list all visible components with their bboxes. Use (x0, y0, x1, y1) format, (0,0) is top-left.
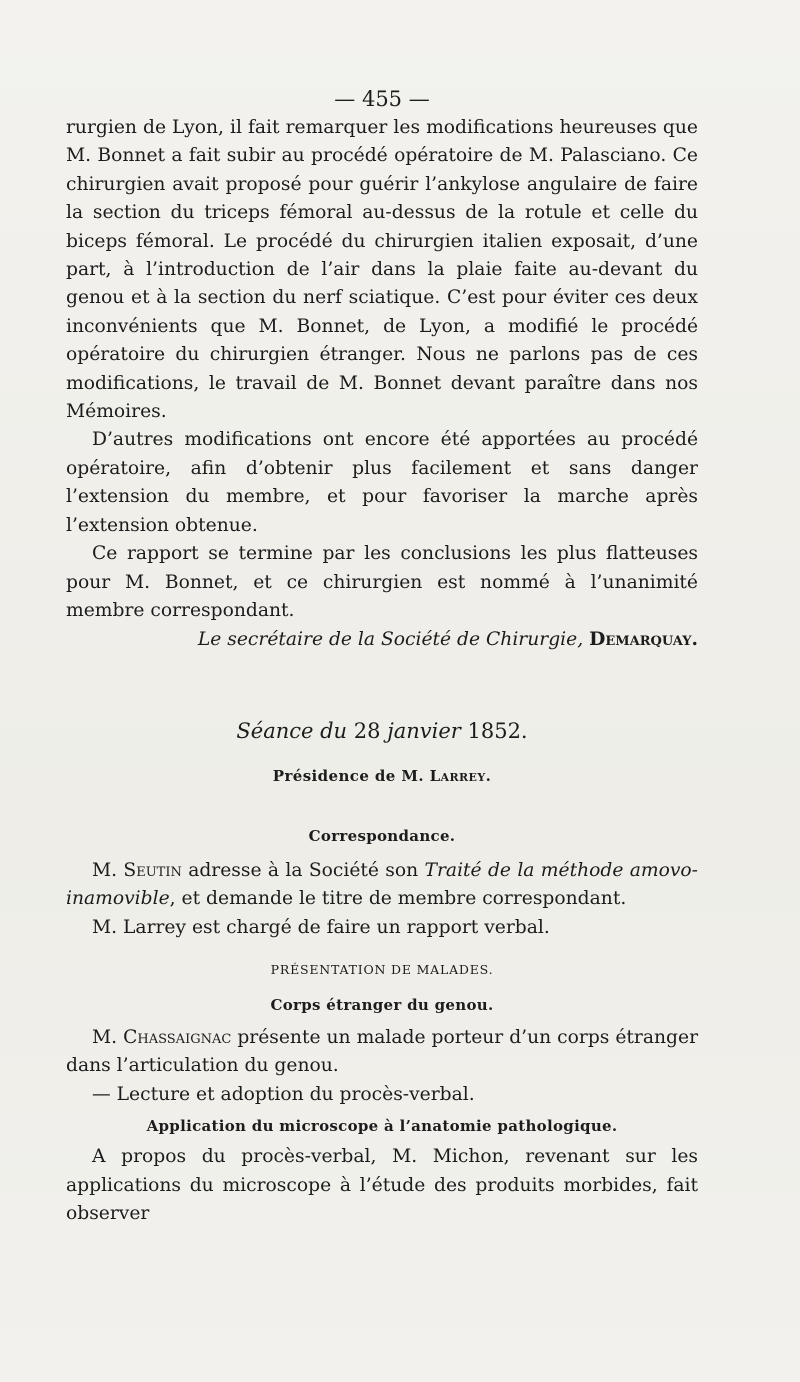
corr-p1-title: Traité de la méthode amovo-inamovible (66, 859, 698, 910)
correspondance-paragraph-2: M. Larrey est chargé de faire un rapport verbal. (92, 916, 550, 938)
paragraph-1: rurgien de Lyon, il fait remarquer les modifications heureuses que M. Bonnet a fait subir au procédé opératoire de M. Palasciano. Ce chirurgien avait proposé pour guérir l’ankylose angulaire de faire la section du triceps fémoral au-dessus de la rotule et celle du biceps fémoral. Le procédé du chirurgien italien exposait, d’une part, à l’introduction de l’air dans la plaie faite au-devant du genou et à la section du nerf sciatique. C’est pour éviter ces deux inconvénients que M. Bonnet, de Lyon, a modifié le procédé opératoire du chirurgien étranger. Nous ne parlons pas de ces modifications, le travail de M. Bonnet devant paraître dans nos Mémoires. (66, 117, 698, 423)
presidence-name: Larrey. (429, 766, 492, 785)
seance-prefix: Séance du (236, 718, 348, 743)
corr-p1-mid: adresse à la Société son (188, 859, 419, 881)
pres-p1-pre: M. (92, 1026, 118, 1048)
presentation-paragraph-1 (66, 1024, 698, 1081)
signature-line (66, 625, 698, 654)
paragraph-2: D’autres modifications ont encore été apportées au procédé opératoire, afin d’obtenir plus facilement et sans danger l’extension du membre, et pour favoriser la marche après l’extension obtenue. (66, 429, 698, 536)
presidence-heading (66, 765, 698, 787)
page-number: — 455 — (334, 87, 430, 111)
presentation-heading: PRÉSENTATION DE MALADES. (270, 961, 494, 977)
seance-year: 1852. (467, 718, 528, 743)
application-paragraph-1: A propos du procès-verbal, M. Michon, revenant sur les applications du microscope à l’étude des produits morbides, fait observer (66, 1146, 698, 1224)
presidence-prefix: Présidence de M. (272, 766, 424, 785)
page-content (66, 84, 698, 1228)
correspondance-paragraph-1 (66, 857, 698, 914)
correspondance-heading: Correspondance. (308, 826, 456, 845)
presentation-subheading: Corps étranger du genou. (270, 995, 494, 1014)
signature-text: Le secrétaire de la Société de Chirurgie, (197, 629, 584, 651)
seance-heading (66, 717, 698, 745)
corr-p1-name: Seutin (123, 859, 182, 881)
paragraph-3: Ce rapport se termine par les conclusions les plus flatteuses pour M. Bonnet, et ce chirurgien est nommé à l’unanimité membre correspondant. (66, 543, 698, 621)
signature-name: Demarquay. (589, 628, 698, 651)
seance-month: janvier (387, 718, 461, 743)
pres-p1-post: présente un malade porteur d’un corps étranger dans l’articulation du genou. (66, 1026, 698, 1077)
corr-p1-pre: M. (92, 859, 118, 881)
presentation-paragraph-2: — Lecture et adoption du procès-verbal. (92, 1083, 475, 1105)
pres-p1-name: Chassaignac (123, 1026, 232, 1048)
application-heading: Application du microscope à l’anatomie pathologique. (146, 1117, 618, 1136)
corr-p1-post: , et demande le titre de membre correspondant. (169, 888, 627, 910)
seance-day: 28 (353, 718, 381, 743)
